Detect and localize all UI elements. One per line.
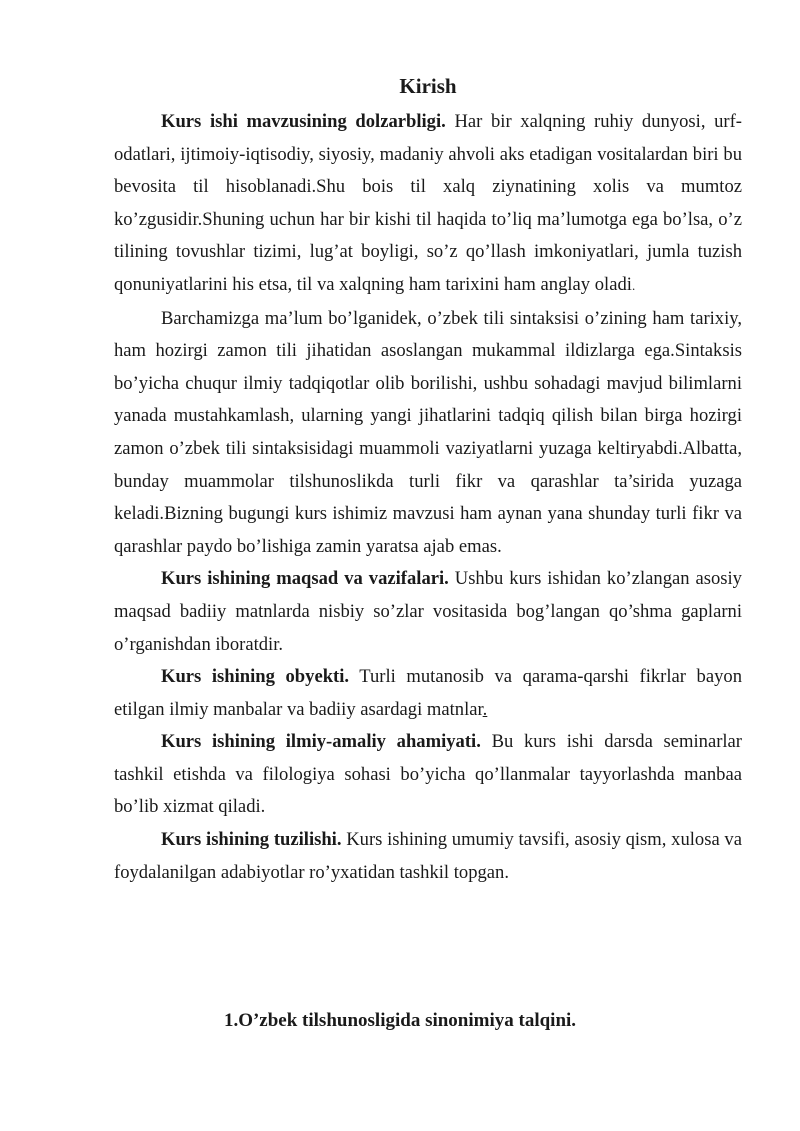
paragraph-significance	[114, 726, 742, 824]
paragraph-text: Turli mutanosib va qarama-qarshi fikrlar bayon etilgan ilmiy manbalar va badiiy asardagi matnlar	[114, 666, 742, 720]
section-heading: 1.O’zbek tilshunosligida sinonimiya talqini.	[223, 1010, 577, 1031]
paragraph-text: Ushbu kurs ishidan ko’zlangan asosiy maqsad badiiy matnlarda nisbiy so’zlar vositasida bog’langan qo’shma gaplarni o’rganishdan iboratdir.	[114, 568, 742, 655]
paragraph-goals	[114, 563, 742, 661]
paragraph-relevance	[114, 106, 742, 303]
paragraph-tail: .	[482, 698, 488, 720]
paragraph-lead: Kurs ishining tuzilishi.	[161, 829, 342, 851]
paragraph-lead: Kurs ishining ilmiy-amaliy ahamiyati.	[161, 731, 481, 753]
paragraph-lead: Kurs ishining obyekti.	[161, 666, 350, 688]
paragraph-syntax-background	[114, 303, 742, 564]
paragraph-text: Kurs ishining umumiy tavsifi, asosiy qism, xulosa va foydalanilgan adabiyotlar ro’yxatidan tashkil topgan.	[114, 829, 742, 883]
document-title: Kirish	[399, 74, 457, 98]
paragraph-text: Barchamizga ma’lum bo’lganidek, o’zbek tili sintaksisi o’zining ham tarixiy, ham hozirgi zamon tili jihatidan asoslangan mukammal ildizlarga ega.Sintaksis bo’yicha chuqur ilmiy tadqiqotlar olib borilishi, ushbu sohadagi mavjud bilimlarni yanada mustahkamlash, ularning yangi jihatlarini tadqiq qilish bilan birga hozirgi zamon o’zbek tili sintaksisidagi muammoli vaziyatlarni yuzaga keltiryabdi.Albatta, bunday muammolar tilshunoslikda turli fikr va qarashlar ta’sirida yuzaga keladi.Bizning bugungi kurs ishimiz mavzusi ham aynan yana shunday turli fikr va qarashlar paydo bo’lishiga zamin yaratsa ajab emas.	[114, 307, 742, 557]
paragraph-lead: Kurs ishi mavzusining dolzarbligi.	[161, 111, 446, 132]
paragraph-tail: .	[631, 277, 636, 293]
paragraph-object	[114, 661, 742, 726]
paragraph-lead: Kurs ishining maqsad va vazifalari.	[161, 568, 449, 590]
paragraph-structure	[114, 824, 742, 889]
document-page	[114, 70, 742, 889]
paragraph-text: Bu kurs ishi darsda seminarlar tashkil etishda va filologiya sohasi bo’yicha qo’llanmalar tayyorlashda manbaa bo’lib xizmat qiladi.	[114, 731, 742, 818]
paragraph-text: Har bir xalqning ruhiy dunyosi, urf-odatlari, ijtimoiy-iqtisodiy, siyosiy, madaniy ahvoli aks etadigan vositalardan biri bu bevosita til hisoblanadi.Shu bois til xalq ziynatining xolis va mumtoz ko’zgusidir.Shuning uchun har bir kishi til haqida to’liq ma’lumotga ega bo’lsa, o’z tilining tovushlar tizimi, lug’at boyligi, so’z qo’llash imkoniyatlari, jumla tuzish qonuniyatlarini his etsa, til va xalqning ham tarixini ham anglay oladi	[114, 111, 742, 295]
